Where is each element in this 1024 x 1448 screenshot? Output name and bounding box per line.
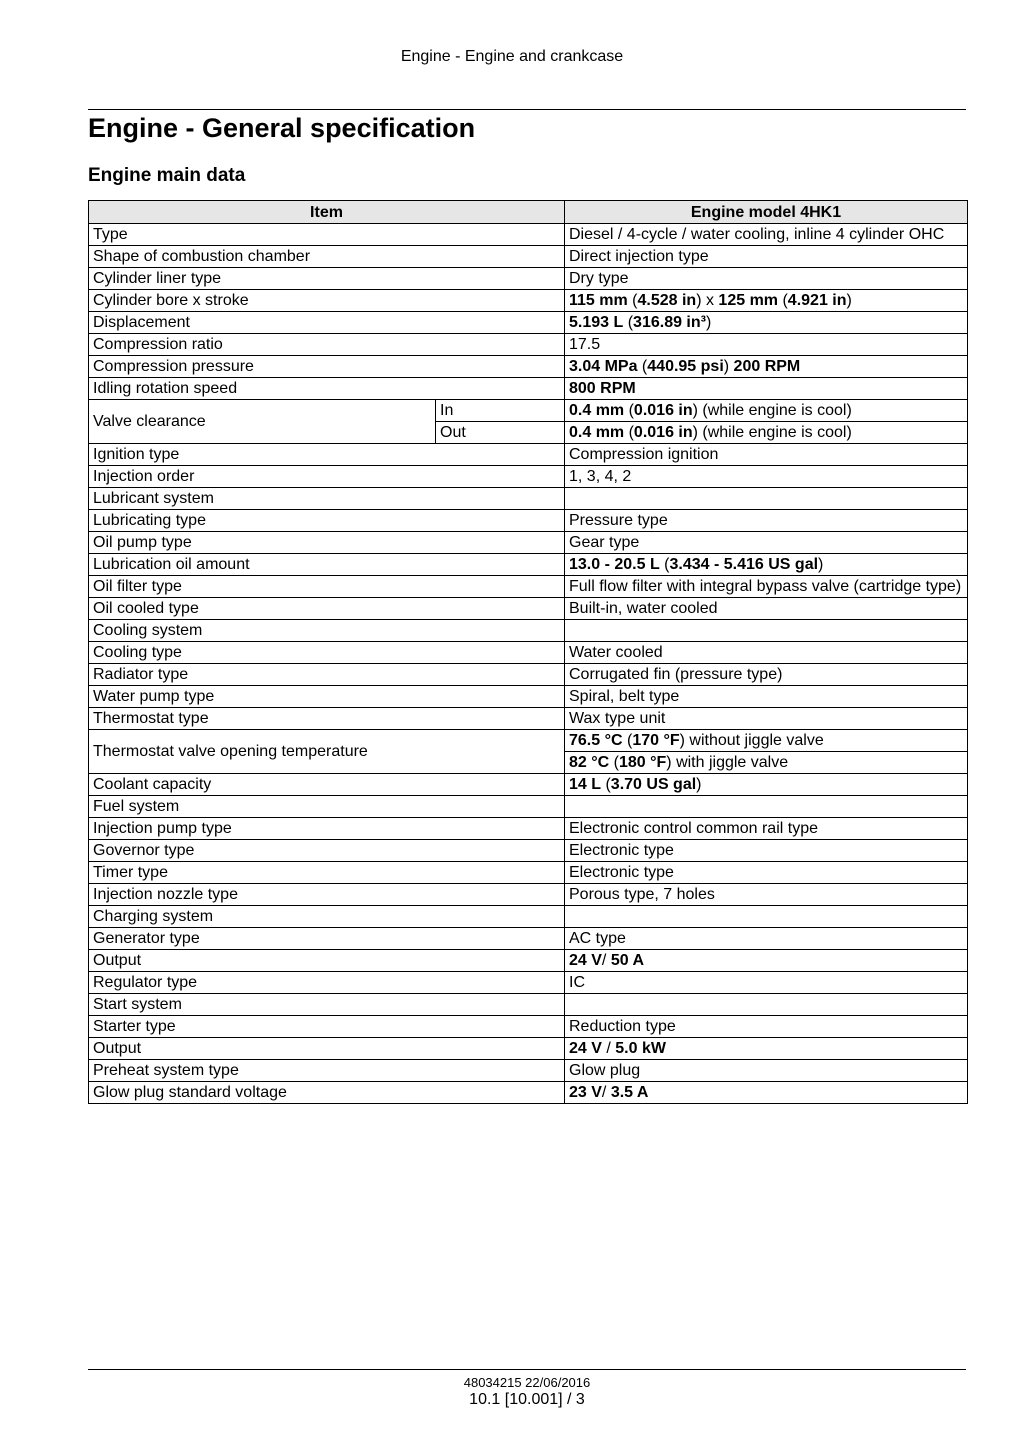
spec-item: Water pump type (89, 686, 565, 708)
value-text: ( (609, 754, 619, 771)
spec-item: Lubrication oil amount (89, 554, 565, 576)
table-row (89, 686, 968, 708)
table-row (89, 1082, 968, 1104)
spec-value (565, 554, 968, 576)
spec-item: Regulator type (89, 972, 565, 994)
spec-item: Glow plug standard voltage (89, 1082, 565, 1104)
value-emphasis: 76.5 °C (569, 732, 623, 749)
value-emphasis: 170 °F (632, 732, 680, 749)
value-emphasis: 316.89 in³ (633, 314, 706, 331)
spec-value (565, 378, 968, 400)
value-emphasis: 82 °C (569, 754, 610, 771)
value-emphasis: 3.04 MPa (569, 358, 638, 375)
spec-value (565, 444, 968, 466)
spec-item: Starter type (89, 1016, 565, 1038)
value-emphasis: 180 °F (618, 754, 667, 771)
spec-item: Cooling system (89, 620, 565, 642)
spec-value (565, 466, 968, 488)
value-emphasis: 800 RPM (569, 380, 636, 397)
spec-value (565, 1060, 968, 1082)
spec-item: Lubricating type (89, 510, 565, 532)
table-row (89, 818, 968, 840)
value-text: ) (696, 776, 702, 793)
footer-document-code: 48034215 22/06/2016 (463, 1375, 591, 1390)
value-emphasis: 0.016 in (633, 402, 693, 419)
table-row (89, 378, 968, 400)
value-text: ( (601, 776, 611, 793)
value-text: / (601, 1084, 611, 1101)
spec-value (565, 884, 968, 906)
value-text: / (601, 1040, 616, 1057)
spec-value (565, 576, 968, 598)
table-row (89, 400, 968, 422)
spec-item: Thermostat valve opening temperature (89, 730, 565, 774)
table-row (89, 444, 968, 466)
value-emphasis: 5.193 L (569, 314, 624, 331)
table-row (89, 730, 968, 752)
spec-item: Injection pump type (89, 818, 565, 840)
value-text: 1, 3, 4, 2 (569, 468, 632, 485)
spec-item: Cylinder liner type (89, 268, 565, 290)
table-row (89, 598, 968, 620)
spec-value (565, 488, 968, 510)
spec-value (565, 1082, 968, 1104)
footer-page-number: 10.1 [10.001] / 3 (469, 1391, 585, 1408)
spec-value (565, 774, 968, 796)
spec-item: Displacement (89, 312, 565, 334)
value-emphasis: 13.0 - 20.5 L (569, 556, 660, 573)
value-text: ) (705, 314, 712, 331)
value-emphasis: 3.70 US gal (610, 776, 697, 793)
value-emphasis: 115 mm (569, 292, 628, 309)
value-emphasis: 50 A (610, 952, 645, 969)
value-text: Full flow filter with integral bypass valve (cartridge type) (569, 578, 962, 595)
engine-spec-table (88, 200, 968, 1104)
value-text: ) (818, 556, 824, 573)
value-emphasis: 24 V (569, 952, 602, 969)
spec-item: Generator type (89, 928, 565, 950)
value-text: ( (627, 292, 638, 309)
spec-value (565, 840, 968, 862)
table-row (89, 708, 968, 730)
spec-value (565, 862, 968, 884)
spec-value (565, 356, 968, 378)
spec-item: Ignition type (89, 444, 565, 466)
spec-item: Compression pressure (89, 356, 565, 378)
spec-value (565, 972, 968, 994)
spec-item: Valve clearance (89, 400, 436, 444)
value-text: Wax type unit (569, 710, 666, 727)
spec-item: Output (89, 950, 565, 972)
spec-item: Coolant capacity (89, 774, 565, 796)
value-emphasis: 0.4 mm (569, 402, 625, 419)
spec-item: Preheat system type (89, 1060, 565, 1082)
value-text: Gear type (569, 534, 640, 551)
value-emphasis: 0.016 in (633, 424, 693, 441)
value-emphasis: 125 mm (718, 292, 779, 309)
spec-value (565, 1016, 968, 1038)
value-emphasis: 3.434 - 5.416 US gal (669, 556, 819, 573)
spec-value (565, 532, 968, 554)
spec-item: Oil pump type (89, 532, 565, 554)
value-text: Built-in, water cooled (569, 600, 718, 617)
table-row (89, 1060, 968, 1082)
value-text: Electronic type (569, 864, 674, 881)
spec-item: Output (89, 1038, 565, 1060)
spec-item: Charging system (89, 906, 565, 928)
table-row (89, 642, 968, 664)
header-rule (88, 109, 966, 110)
table-body (89, 224, 968, 1104)
value-text: Porous type, 7 holes (569, 886, 715, 903)
spec-value (565, 422, 968, 444)
spec-value (565, 224, 968, 246)
spec-value (565, 928, 968, 950)
table-row (89, 994, 968, 1016)
spec-item: Type (89, 224, 565, 246)
section-subtitle: Engine main data (88, 165, 246, 186)
table-row (89, 510, 968, 532)
value-text: Diesel / 4-cycle / water cooling, inline 4 cylinder OHC (569, 226, 945, 243)
table-row (89, 664, 968, 686)
value-text: Water cooled (569, 644, 663, 661)
value-text: ) (while engine is cool) (692, 402, 852, 419)
table-row (89, 928, 968, 950)
table-row (89, 576, 968, 598)
spec-value (565, 796, 968, 818)
spec-item: Thermostat type (89, 708, 565, 730)
spec-item: Compression ratio (89, 334, 565, 356)
spec-item: Injection order (89, 466, 565, 488)
value-text: Glow plug (569, 1062, 641, 1079)
value-emphasis: 3.5 A (610, 1084, 649, 1101)
spec-sub-item: Out (436, 422, 565, 444)
value-text: ) (while engine is cool) (692, 424, 852, 441)
table-row (89, 774, 968, 796)
spec-value (565, 906, 968, 928)
table-row (89, 312, 968, 334)
value-text: Electronic type (569, 842, 674, 859)
value-text: ( (624, 402, 634, 419)
spec-item: Idling rotation speed (89, 378, 565, 400)
value-text: ( (659, 556, 670, 573)
value-text: Reduction type (569, 1018, 676, 1035)
spec-value (565, 642, 968, 664)
column-header-item: Item (89, 201, 565, 224)
value-text: Pressure type (569, 512, 668, 529)
spec-value (565, 708, 968, 730)
spec-value (565, 312, 968, 334)
table-row (89, 488, 968, 510)
column-header-engine-model: Engine model 4HK1 (565, 201, 968, 224)
spec-item: Timer type (89, 862, 565, 884)
value-text: ) (846, 292, 852, 309)
spec-item: Injection nozzle type (89, 884, 565, 906)
value-text: ( (778, 292, 788, 309)
spec-item: Start system (89, 994, 565, 1016)
spec-value (565, 818, 968, 840)
value-emphasis: 4.528 in (637, 292, 697, 309)
footer-rule (88, 1369, 966, 1370)
table-row (89, 972, 968, 994)
spec-value (565, 730, 968, 752)
spec-value (565, 752, 968, 774)
table-row (89, 532, 968, 554)
value-text: ) with jiggle valve (666, 754, 789, 771)
value-emphasis: 5.0 kW (615, 1040, 666, 1057)
table-row (89, 796, 968, 818)
value-emphasis: 14 L (569, 776, 602, 793)
spec-value (565, 268, 968, 290)
value-text: ( (637, 358, 648, 375)
table-row (89, 246, 968, 268)
spec-item: Fuel system (89, 796, 565, 818)
value-text: Dry type (569, 270, 629, 287)
value-emphasis: 0.4 mm (569, 424, 625, 441)
value-emphasis: 440.95 psi (647, 358, 724, 375)
value-text: ( (623, 314, 634, 331)
spec-item: Oil filter type (89, 576, 565, 598)
table-header-row (89, 201, 968, 224)
value-text: Electronic control common rail type (569, 820, 818, 837)
page-title: Engine - General specification (88, 113, 476, 143)
table-row (89, 466, 968, 488)
table-row (89, 224, 968, 246)
table-row (89, 290, 968, 312)
table-row (89, 620, 968, 642)
spec-sub-item: In (436, 400, 565, 422)
spec-value (565, 994, 968, 1016)
table-row (89, 334, 968, 356)
value-emphasis: 4.921 in (787, 292, 847, 309)
value-text: Compression ignition (569, 446, 719, 463)
table-row (89, 906, 968, 928)
spec-value (565, 598, 968, 620)
value-text: ) (723, 358, 734, 375)
spec-item: Radiator type (89, 664, 565, 686)
value-text: IC (569, 974, 585, 991)
spec-value (565, 400, 968, 422)
value-text: ( (624, 424, 634, 441)
spec-value (565, 950, 968, 972)
spec-value (565, 334, 968, 356)
spec-value (565, 510, 968, 532)
value-text: Direct injection type (569, 248, 709, 265)
value-text: ) x (696, 292, 719, 309)
spec-item: Cooling type (89, 642, 565, 664)
value-text: / (601, 952, 611, 969)
value-text: ( (622, 732, 633, 749)
table-row (89, 862, 968, 884)
spec-item: Oil cooled type (89, 598, 565, 620)
value-emphasis: 23 V (569, 1084, 602, 1101)
spec-value (565, 686, 968, 708)
table-row (89, 554, 968, 576)
value-text: ) without jiggle valve (679, 732, 824, 749)
value-text: Spiral, belt type (569, 688, 680, 705)
spec-item: Shape of combustion chamber (89, 246, 565, 268)
table-row (89, 950, 968, 972)
value-emphasis: 24 V (569, 1040, 602, 1057)
value-text: Corrugated fin (pressure type) (569, 666, 783, 683)
table-row (89, 840, 968, 862)
spec-value (565, 1038, 968, 1060)
value-text: 17.5 (569, 336, 601, 353)
value-emphasis: 200 RPM (733, 358, 801, 375)
running-header: Engine - Engine and crankcase (400, 48, 624, 65)
spec-value (565, 290, 968, 312)
spec-value (565, 620, 968, 642)
spec-item: Cylinder bore x stroke (89, 290, 565, 312)
value-text: AC type (569, 930, 626, 947)
spec-value (565, 246, 968, 268)
table-row (89, 356, 968, 378)
table-row (89, 1038, 968, 1060)
table-row (89, 884, 968, 906)
table-row (89, 268, 968, 290)
spec-item: Governor type (89, 840, 565, 862)
spec-item: Lubricant system (89, 488, 565, 510)
spec-value (565, 664, 968, 686)
table-row (89, 1016, 968, 1038)
